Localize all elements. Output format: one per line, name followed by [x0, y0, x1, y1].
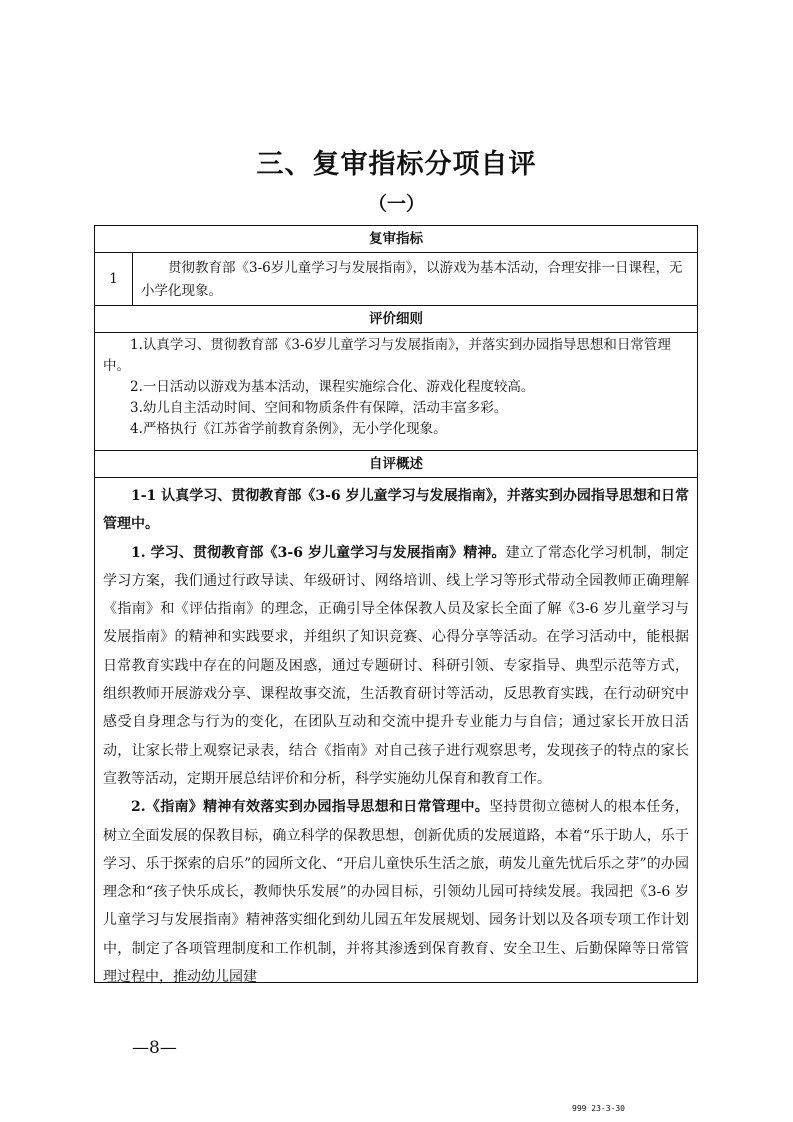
summary-body	[103, 482, 689, 991]
criteria-item: 3.幼儿自主活动时间、空间和物质条件有保障，活动丰富多彩。	[130, 400, 508, 416]
page-title: 三、复审指标分项自评	[256, 149, 537, 180]
criteria-item: 1.认真学习、贯彻教育部《3-6岁儿童学习与发展指南》，并落实到办园指导思想和日常管理中。	[103, 337, 671, 374]
paragraph-1-lead: 1. 学习、贯彻教育部《3-6 岁儿童学习与发展指南》精神。	[131, 544, 506, 561]
summary-header: 自评概述	[95, 451, 697, 478]
indicator-text: 贯彻教育部《3-6岁儿童学习与发展指南》，以游戏为基本活动，合理安排一日课程，无小学化现象。	[141, 260, 683, 299]
paragraph-2-text: 坚持贯彻立德树人的根本任务，树立全面发展的保教目标，确立科学的保教思想，创新优质的发展道路，本着“乐于助人，乐于学习、乐于探索的启乐”的园所文化、“开启儿童快乐生活之旅，萌发儿童先忧后乐之芽”的办园理念和“孩子快乐成长，教师快乐发展”的办园目标，引领幼儿园可持续发展。我园把《3-6 岁儿童学习与发展指南》精神落实细化到幼儿园五年发展规划、园务计划以及各项专项工作计划中，制定了各项管理制度和工作机制，并将其渗透到保育教育、安全卫生、后勤保障等日常管理过程中，推动幼儿园建	[103, 799, 690, 986]
summary-paragraph-2	[103, 793, 689, 991]
paragraph-1-text: 建立了常态化学习机制，制定学习方案，我们通过行政导读、年级研讨、网络培训、线上学习等形式带动全园教师正确理解《指南》和《评估指南》的理念，正确引导全体保教人员及家长全面了解《3-6 岁儿童学习与发展指南》的精神和实践要求，并组织了知识竞赛、心得分享等活动。在学习活动中，能根据日常教育实践中存在的问题及困惑，通过专题研讨、科研引领、专家指导、典型示范等方式，组织教师开展游戏分享、课程故事交流，生活教育研讨等活动，反思教育实践，在行动研究中感受自身理念与行为的变化，在团队互动和交流中提升专业能力与自信；通过家长开放日活动，让家长带上观察记录表，结合《指南》对自己孩子进行观察思考，发现孩子的特点的家长宣教等活动，定期开展总结评价和分析，科学实施幼儿保育和教育工作。	[103, 544, 690, 787]
print-stamp: 999 23-3-30	[572, 1104, 625, 1113]
indicator-number: 1	[95, 253, 133, 305]
indicator-header: 复审指标	[95, 226, 697, 253]
section-subtitle: （一）	[367, 193, 425, 215]
summary-heading: 1-1 认真学习、贯彻教育部《3-6 岁儿童学习与发展指南》，并落实到办园指导思想和日常管理中。	[103, 488, 689, 533]
criteria-list	[103, 335, 689, 440]
paragraph-2-lead: 2.《指南》精神有效落实到办园指导思想和日常管理中。	[131, 799, 490, 816]
criteria-header: 评价细则	[95, 306, 697, 333]
summary-paragraph-1	[103, 539, 689, 794]
page-number: —8—	[132, 1038, 177, 1058]
evaluation-table	[94, 225, 698, 986]
criteria-item: 2.一日活动以游戏为基本活动，课程实施综合化、游戏化程度较高。	[130, 379, 535, 395]
criteria-item: 4.严格执行《江苏省学前教育条例》，无小学化现象。	[130, 421, 447, 437]
